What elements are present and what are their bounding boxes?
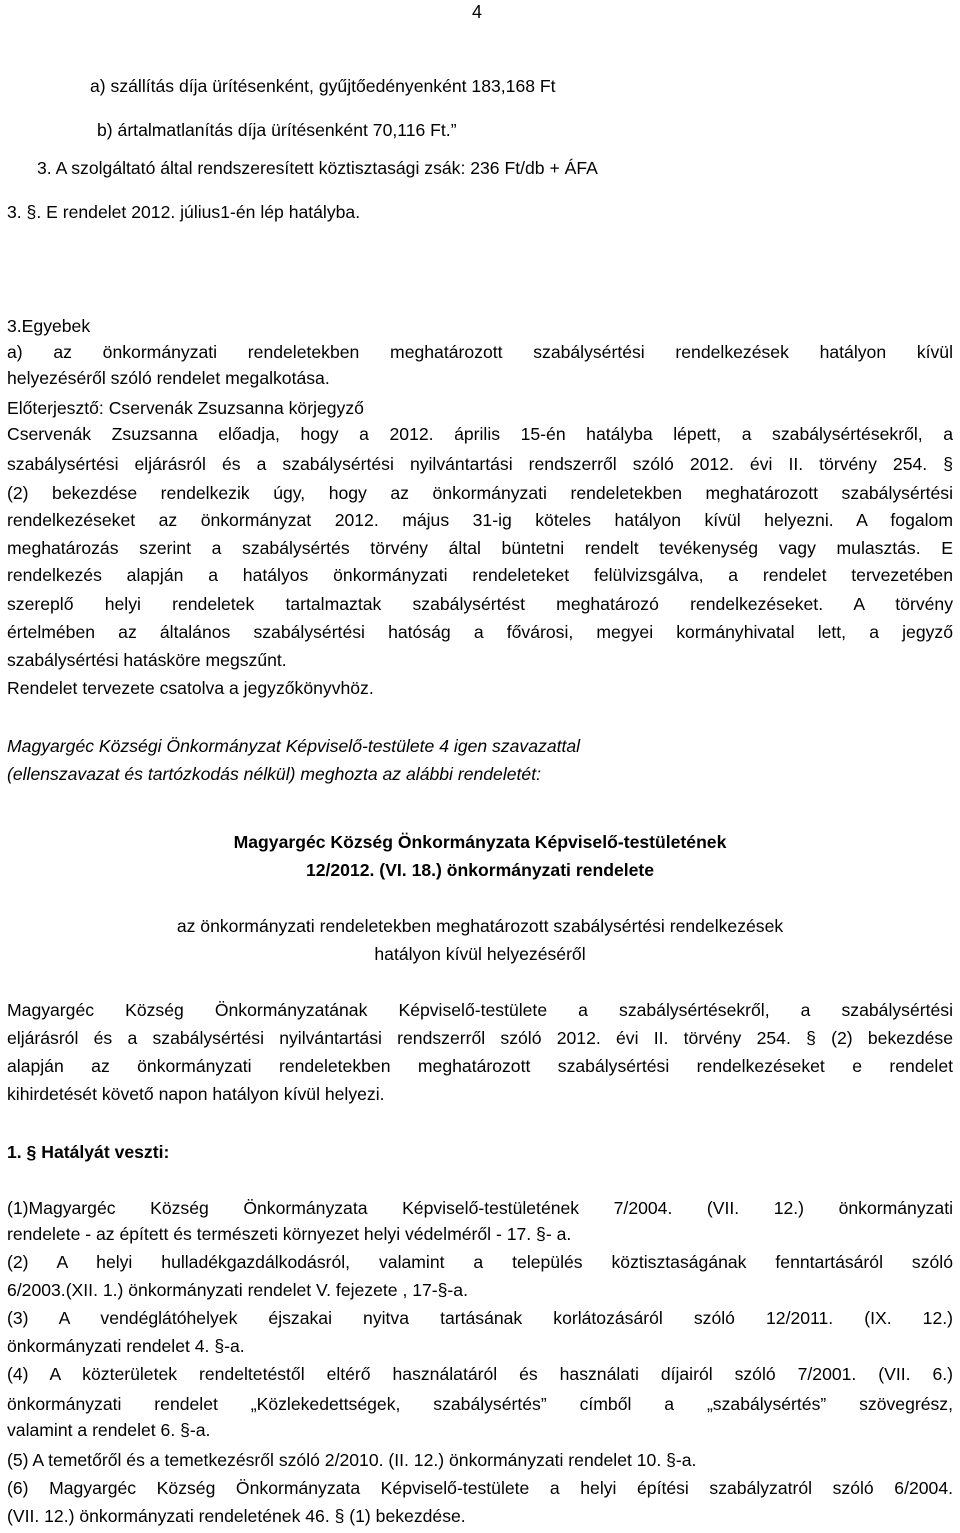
repeal-item-3: (3) A vendéglátóhelyek éjszakai nyitva tartásának korlátozásáról szóló 12/2011. (IX. 12.) [7,1308,953,1328]
effective-date-line: 3. §. E rendelet 2012. július1-én lép hatályba. [7,202,361,222]
decree-subtitle: hatályon kívül helyezéséről [374,944,586,964]
decree-title: Magyargéc Község Önkormányzata Képviselő-testületének [233,832,727,852]
repeal-item-3: önkormányzati rendelet 4. §-a. [7,1336,245,1356]
fee-line-a: a) szállítás díja ürítésenként, gyűjtőedényenként 183,168 Ft [90,76,556,96]
repeal-item-4: valamint a rendelet 6. §-a. [7,1420,211,1440]
fee-line-b: b) ártalmatlanítás díja ürítésenként 70,116 Ft.” [97,120,457,140]
body-line: szereplő helyi rendeletek tartalmaztak szabálysértést meghatározó rendelkezéseket. A törvény [7,594,953,614]
preamble-line: Magyargéc Község Önkormányzatának Képviselő-testülete a szabálysértésekről, a szabálysértési [7,1000,953,1020]
section-heading-misc: 3.Egyebek [7,316,91,336]
agenda-item-line: a) az önkormányzati rendeletekben meghatározott szabálysértési rendelkezések hatályon kívül [7,342,953,362]
repeal-item-1: (1)Magyargéc Község Önkormányzata Képviselő-testületének 7/2004. (VII. 12.) önkormányzati [7,1198,953,1218]
page-number: 4 [472,2,483,22]
resolution-line: (ellenszavazat és tartózkodás nélkül) meghozta az alábbi rendeletét: [7,764,541,784]
body-line: Cservenák Zsuzsanna előadja, hogy a 2012. április 15-én hatályba lépett, a szabálysértésekről, a [7,424,953,444]
decree-number: 12/2012. (VI. 18.) önkormányzati rendelete [305,860,655,880]
body-line: szabálysértési eljárásról és a szabálysértési nyilvántartási rendszerről szóló 2012. évi II. törvény 254. § [7,454,953,474]
body-line: szabálysértési hatásköre megszűnt. [7,650,287,670]
preamble-line: kihirdetését követő napon hatályon kívül helyezi. [7,1084,385,1104]
repeal-item-6: (6) Magyargéc Község Önkormányzata Képviselő-testülete a helyi építési szabályzatról szóló 6/2004. [7,1478,953,1498]
repeal-item-2: (2) A helyi hulladékgazdálkodásról, valamint a település köztisztaságának fenntartásáról szóló [7,1252,953,1272]
body-line: rendelkezéseket az önkormányzat 2012. május 31-ig köteles hatályon kívül helyezni. A fogalom [7,510,953,530]
repeal-item-5: (5) A temetőről és a temetkezésről szóló 2/2010. (II. 12.) önkormányzati rendelet 10. §-a. [7,1450,697,1470]
attachment-note: Rendelet tervezete csatolva a jegyzőkönyvhöz. [7,678,374,698]
body-line: meghatározás szerint a szabálysértés törvény által büntetni rendelt tevékenység vagy mulasztás. E [7,538,953,558]
preamble-line: alapján az önkormányzati rendeletekben meghatározott szabálysértési rendelkezéseket e rendelet [7,1056,953,1076]
fee-line-bags: 3. A szolgáltató által rendszeresített köztisztasági zsák: 236 Ft/db + ÁFA [37,158,598,178]
repeal-item-4: önkormányzati rendelet „Közlekedettségek, szabálysértés” címből a „szabálysértés” szövegrész, [7,1394,953,1414]
decree-subtitle: az önkormányzati rendeletekben meghatározott szabálysértési rendelkezések [176,916,784,936]
repeal-item-4: (4) A közterületek rendeltetéstől eltérő használatáról és használati díjairól szóló 7/2001. (VII. 6.) [7,1364,953,1384]
repeal-item-6: (VII. 12.) önkormányzati rendeletének 46. § (1) bekezdése. [7,1506,466,1526]
resolution-line: Magyargéc Községi Önkormányzat Képviselő-testülete 4 igen szavazattal [7,736,581,756]
repeal-heading: 1. § Hatályát veszti: [7,1142,170,1162]
body-line: (2) bekezdése rendelkezik úgy, hogy az önkormányzati rendeletekben meghatározott szabálysértési [7,483,953,503]
repeal-item-2: 6/2003.(XII. 1.) önkormányzati rendelet V. fejezete , 17-§-a. [7,1280,468,1300]
repeal-item-1: rendelete - az épített és természeti környezet helyi védelméről - 17. §- a. [7,1224,572,1244]
body-line: rendelkezés alapján a hatályos önkormányzati rendeleteket felülvizsgálva, a rendelet tervezetében [7,565,953,585]
body-line: értelmében az általános szabálysértési hatóság a fővárosi, megyei kormányhivatal lett, a jegyző [7,622,953,642]
presenter-line: Előterjesztő: Cservenák Zsuzsanna körjegyző [7,398,364,418]
preamble-line: eljárásról és a szabálysértési nyilvántartási rendszerről szóló 2012. évi II. törvény 254. § (2) bekezdése [7,1028,953,1048]
agenda-item-line: helyezéséről szóló rendelet megalkotása. [7,368,330,388]
